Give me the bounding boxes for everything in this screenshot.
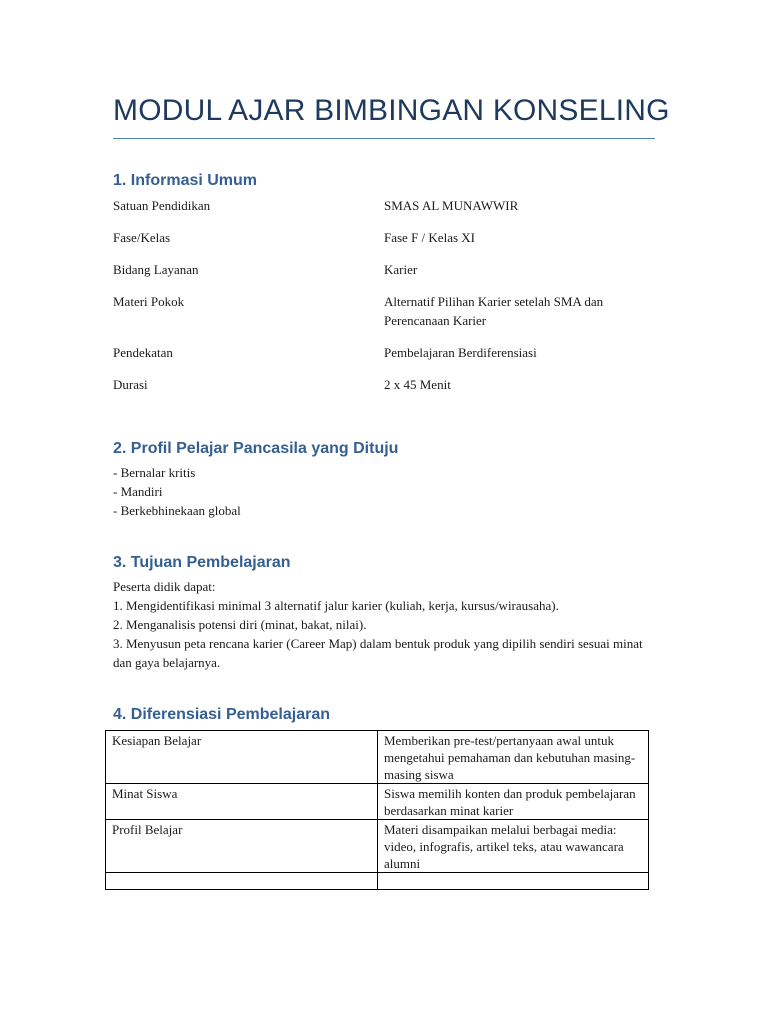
section-2-heading: 2. Profil Pelajar Pancasila yang Dituju — [113, 440, 399, 457]
info-key: Fase/Kelas — [113, 230, 171, 245]
info-key: Bidang Layanan — [113, 262, 199, 277]
objective-item: 1. Mengidentifikasi minimal 3 alternatif jalur karier (kuliah, kerja, kursus/wirausaha). — [113, 598, 559, 613]
info-value: Fase F / Kelas XI — [384, 230, 475, 245]
info-value: SMAS AL MUNAWWIR — [384, 198, 519, 213]
info-key: Materi Pokok — [113, 294, 185, 309]
section-4-heading: 4. Diferensiasi Pembelajaran — [113, 706, 330, 723]
table-row — [106, 731, 649, 784]
table-cell-aspect: Minat Siswa — [106, 784, 378, 820]
objectives-intro: Peserta didik dapat: — [113, 579, 216, 594]
info-key: Durasi — [113, 377, 148, 392]
profile-list — [113, 463, 673, 520]
table-cell-aspect: Kesiapan Belajar — [106, 731, 378, 784]
objective-item: 3. Menyusun peta rencana karier (Career Map) dalam bentuk produk yang dipilih sendiri sesuai minat dan gaya belajarnya. — [113, 636, 643, 670]
table-cell-aspect: Profil Belajar — [106, 820, 378, 873]
info-key: Satuan Pendidikan — [113, 198, 211, 213]
document-title: MODUL AJAR BIMBINGAN KONSELING — [113, 94, 670, 127]
section-3-heading: 3. Tujuan Pembelajaran — [113, 554, 291, 571]
section-1-heading: 1. Informasi Umum — [113, 172, 258, 189]
info-value: Alternatif Pilihan Karier setelah SMA dan Perencanaan Karier — [384, 294, 604, 328]
list-item: - Bernalar kritis — [113, 465, 196, 480]
table-cell-aspect — [106, 873, 378, 890]
table-cell-description — [378, 873, 649, 890]
table-row — [106, 820, 649, 873]
table-cell-description: Memberikan pre-test/pertanyaan awal untuk mengetahui pemahaman dan kebutuhan masing-masing siswa — [378, 731, 649, 784]
table-cell-description: Materi disampaikan melalui berbagai media: video, infografis, artikel teks, atau wawancara alumni — [378, 820, 649, 873]
list-item: - Mandiri — [113, 484, 163, 499]
table-row — [106, 873, 649, 890]
objectives — [113, 577, 653, 672]
list-item: - Berkebhinekaan global — [113, 503, 241, 518]
info-value: Karier — [384, 262, 418, 277]
table-row — [106, 784, 649, 820]
table-cell-description: Siswa memilih konten dan produk pembelajaran berdasarkan minat karier — [378, 784, 649, 820]
info-value: Pembelajaran Berdiferensiasi — [384, 345, 537, 360]
differentiation-table — [105, 730, 649, 890]
title-divider — [113, 138, 655, 139]
info-value: 2 x 45 Menit — [384, 377, 451, 392]
info-key: Pendekatan — [113, 345, 173, 360]
objective-item: 2. Menganalisis potensi diri (minat, bakat, nilai). — [113, 617, 367, 632]
